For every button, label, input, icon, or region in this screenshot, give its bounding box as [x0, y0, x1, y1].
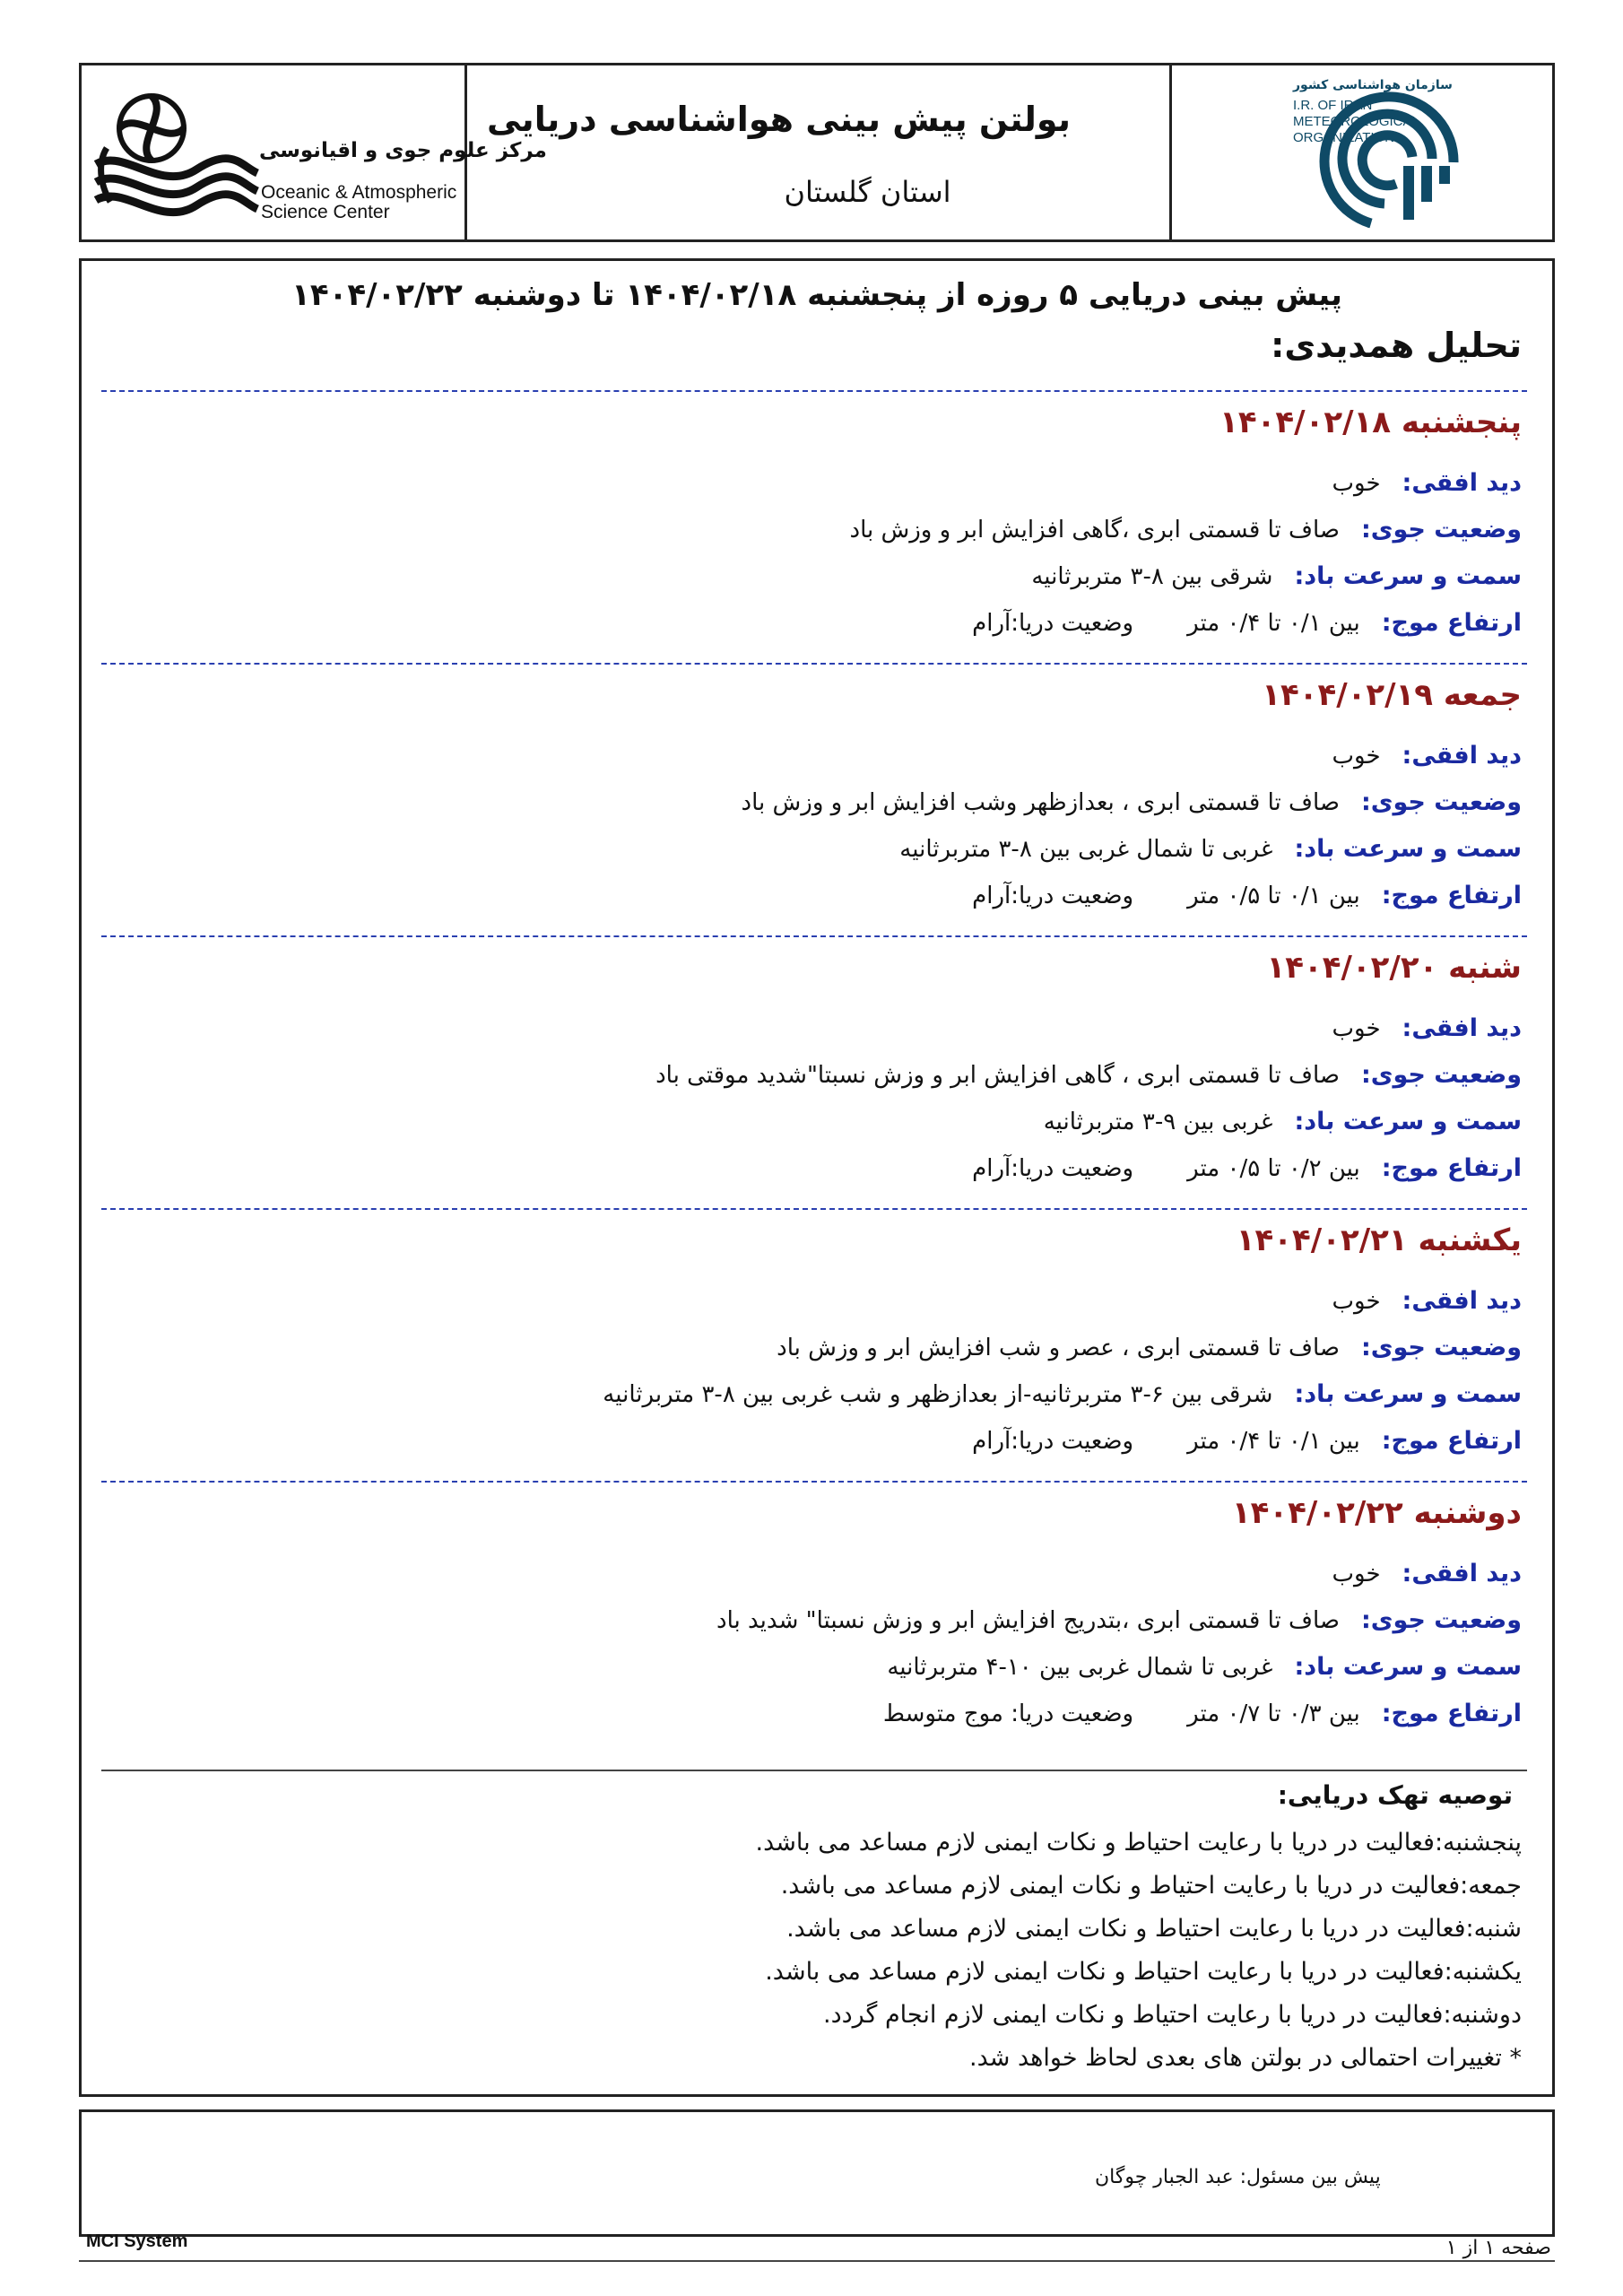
advisory-line: پنجشنبه:فعالیت در دریا با رعایت احتیاط و نکات ایمنی لازم مساعد می باشد.	[755, 1829, 1522, 1857]
day-2-wind	[899, 835, 1522, 863]
synoptic-analysis-heading: تحلیل همدیدی:	[1271, 326, 1522, 365]
bulletin-title: بولتن پیش بینی هواشناسی دریایی	[486, 100, 1071, 139]
weather-label: وضعیت جوی:	[1360, 516, 1522, 544]
forecaster-box	[79, 2109, 1555, 2237]
forecast-content	[79, 258, 1555, 2097]
day-5-weather	[716, 1606, 1522, 1634]
day-4-weather	[777, 1334, 1522, 1361]
visibility-value: خوب	[1332, 1015, 1381, 1042]
weather-value: صاف تا قسمتی ابری ، گاهی افزایش ابر و وزش نسبتا"شدید موقتی باد	[655, 1062, 1340, 1089]
day-4-title: یکشنبه ۱۴۰۴/۰۲/۲۱	[1236, 1222, 1522, 1258]
weather-label: وضعیت جوی:	[1360, 1061, 1522, 1089]
wind-label: سمت و سرعت باد:	[1294, 835, 1522, 863]
sea-state-value: وضعیت دریا:آرام	[972, 1428, 1134, 1455]
title-cell	[467, 65, 1172, 239]
sea-state-value: وضعیت دریا: موج متوسط	[882, 1700, 1134, 1727]
irimo-name-en-1: I.R. OF IRAN	[1293, 98, 1373, 113]
day-1-wave	[972, 609, 1522, 637]
weather-label: وضعیت جوی:	[1360, 1334, 1522, 1361]
day-2-wave	[972, 882, 1522, 909]
oasc-logo-cell	[82, 65, 547, 239]
day-1-visibility	[1332, 469, 1522, 497]
forecaster-name: پیش بین مسئول: عبد الجبار چوگان	[1095, 2166, 1381, 2188]
wave-value: بین ۰/۱ تا ۰/۵ متر	[1187, 883, 1360, 909]
weather-value: صاف تا قسمتی ابری ،گاهی افزایش ابر و وزش باد	[849, 517, 1340, 544]
day-5-wave	[883, 1700, 1522, 1727]
day-2-title: جمعه ۱۴۰۴/۰۲/۱۹	[1262, 677, 1522, 713]
oasc-name-fa: مرکز علوم جوی و اقیانوسی	[259, 139, 547, 162]
weather-value: صاف تا قسمتی ابری ، بعدازظهر وشب افزایش ابر و وزش باد	[741, 789, 1340, 816]
day-1-title: پنجشنبه ۱۴۰۴/۰۲/۱۸	[1219, 404, 1522, 440]
oasc-logo-icon	[89, 76, 259, 233]
day-4-wave	[972, 1427, 1522, 1455]
advisory-line: دوشنبه:فعالیت در دریا با رعایت احتیاط و نکات ایمنی لازم انجام گردد.	[822, 2001, 1522, 2029]
wave-label: ارتفاع موج:	[1381, 1700, 1522, 1727]
visibility-value: خوب	[1332, 743, 1381, 770]
divider	[101, 663, 1527, 665]
footer-rule	[79, 2260, 1555, 2262]
day-5-title: دوشنبه ۱۴۰۴/۰۲/۲۲	[1231, 1495, 1522, 1531]
sea-state-value: وضعیت دریا:آرام	[972, 883, 1134, 909]
day-3-weather	[655, 1061, 1522, 1089]
system-label: MCI System	[86, 2231, 188, 2251]
day-5-wind	[887, 1653, 1522, 1681]
day-1-weather	[850, 516, 1523, 544]
visibility-label: دید افقی:	[1402, 1287, 1522, 1315]
wave-value: بین ۰/۳ تا ۰/۷ متر	[1187, 1700, 1360, 1727]
wave-label: ارتفاع موج:	[1381, 609, 1522, 637]
wind-label: سمت و سرعت باد:	[1294, 1108, 1522, 1135]
visibility-value: خوب	[1332, 470, 1381, 497]
wind-value: غربی بین ۹-۳ متربرثانیه	[1043, 1109, 1273, 1135]
wind-value: غربی تا شمال غربی بین ۸-۳ متربرثانیه	[899, 836, 1273, 863]
divider	[101, 390, 1527, 392]
visibility-label: دید افقی:	[1402, 1560, 1522, 1587]
divider	[101, 1481, 1527, 1483]
irimo-name-en-3: ORGANIZATION	[1293, 130, 1395, 145]
wind-label: سمت و سرعت باد:	[1294, 562, 1522, 590]
wind-value: غربی تا شمال غربی بین ۱۰-۴ متربرثانیه	[887, 1654, 1273, 1681]
sea-state-value: وضعیت دریا:آرام	[972, 610, 1134, 637]
irimo-name-fa: سازمان هواشناسی کشور	[1293, 78, 1453, 92]
province-name: استان گلستان	[784, 175, 951, 209]
wind-value: شرقی بین ۸-۳ متربرثانیه	[1031, 563, 1273, 590]
day-3-wave	[972, 1154, 1522, 1182]
sea-state-value: وضعیت دریا:آرام	[972, 1155, 1134, 1182]
wave-label: ارتفاع موج:	[1381, 1427, 1522, 1455]
visibility-value: خوب	[1332, 1288, 1381, 1315]
visibility-label: دید افقی:	[1402, 1014, 1522, 1042]
visibility-label: دید افقی:	[1402, 469, 1522, 497]
oasc-name-en-1: Oceanic & Atmospheric	[261, 182, 457, 203]
advisory-divider	[101, 1770, 1527, 1771]
day-2-visibility	[1332, 742, 1522, 770]
irimo-logo-cell	[1172, 65, 1552, 239]
weather-label: وضعیت جوی:	[1360, 788, 1522, 816]
day-3-title: شنبه ۱۴۰۴/۰۲/۲۰	[1266, 950, 1522, 986]
weather-value: صاف تا قسمتی ابری ، عصر و شب افزایش ابر و وزش باد	[777, 1335, 1340, 1361]
day-2-weather	[742, 788, 1522, 816]
day-3-wind	[1044, 1108, 1522, 1135]
advisory-title: توصیه تهک دریایی:	[1277, 1780, 1513, 1810]
wind-label: سمت و سرعت باد:	[1294, 1653, 1522, 1681]
weather-label: وضعیت جوی:	[1360, 1606, 1522, 1634]
advisory-note: * تغییرات احتمالی در بولتن های بعدی لحاظ خواهد شد.	[969, 2044, 1522, 2072]
wave-value: بین ۰/۱ تا ۰/۴ متر	[1187, 1428, 1360, 1455]
forecast-period-title: پیش بینی دریایی ۵ روزه از پنجشنبه ۱۴۰۴/۰۲/۱۸ تا دوشنبه ۱۴۰۴/۰۲/۲۲	[291, 277, 1342, 313]
oasc-name-en-2: Science Center	[261, 202, 390, 222]
day-3-visibility	[1332, 1014, 1522, 1042]
day-4-wind	[603, 1380, 1522, 1408]
divider	[101, 935, 1527, 937]
day-1-wind	[1031, 562, 1522, 590]
irimo-name-en-2: METEOROLOGICAL	[1293, 114, 1419, 129]
visibility-value: خوب	[1332, 1561, 1381, 1587]
irimo-logo-icon	[1317, 80, 1470, 232]
wave-label: ارتفاع موج:	[1381, 1154, 1522, 1182]
divider	[101, 1208, 1527, 1210]
wind-label: سمت و سرعت باد:	[1294, 1380, 1522, 1408]
wave-label: ارتفاع موج:	[1381, 882, 1522, 909]
advisory-line: یکشنبه:فعالیت در دریا با رعایت احتیاط و نکات ایمنی لازم مساعد می باشد.	[765, 1958, 1522, 1986]
advisory-line: جمعه:فعالیت در دریا با رعایت احتیاط و نکات ایمنی لازم مساعد می باشد.	[780, 1872, 1522, 1900]
bulletin-header	[79, 63, 1555, 242]
wave-value: بین ۰/۲ تا ۰/۵ متر	[1187, 1155, 1360, 1182]
day-4-visibility	[1332, 1287, 1522, 1315]
advisory-line: شنبه:فعالیت در دریا با رعایت احتیاط و نکات ایمنی لازم مساعد می باشد.	[786, 1915, 1522, 1943]
day-5-visibility	[1332, 1560, 1522, 1587]
page-number: صفحه ۱ از ۱	[1445, 2237, 1551, 2259]
visibility-label: دید افقی:	[1402, 742, 1522, 770]
wave-value: بین ۰/۱ تا ۰/۴ متر	[1187, 610, 1360, 637]
wind-value: شرقی بین ۶-۳ متربرثانیه-از بعدازظهر و شب غربی بین ۸-۳ متربرثانیه	[603, 1381, 1273, 1408]
weather-value: صاف تا قسمتی ابری ،بتدریج افزایش ابر و وزش نسبتا" شدید باد	[716, 1607, 1340, 1634]
